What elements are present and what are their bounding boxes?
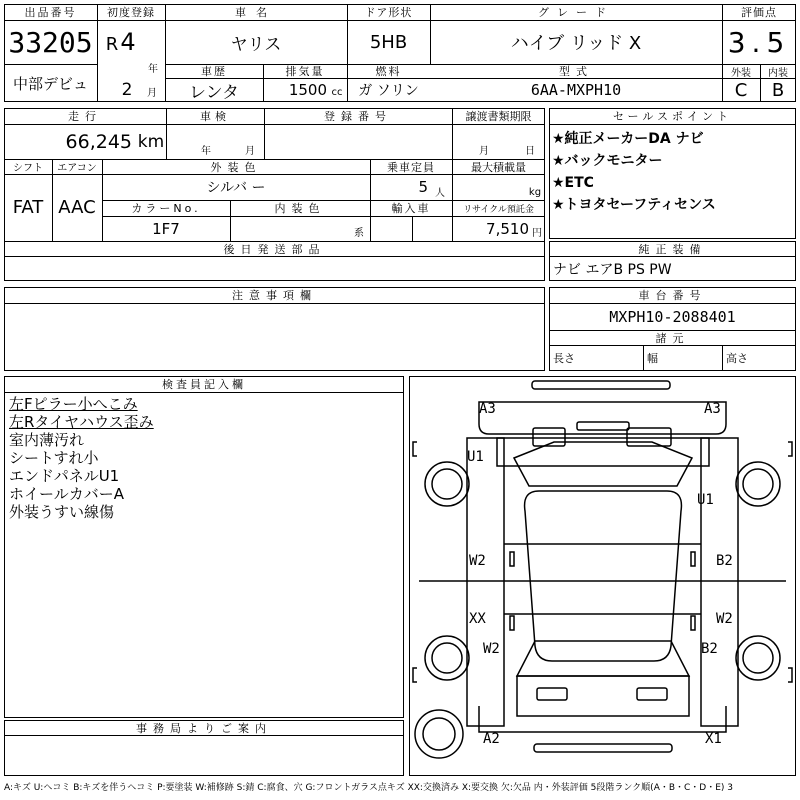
recycle-amount: 7,510 bbox=[486, 219, 529, 238]
office-title: 事務局よりご案内 bbox=[136, 721, 272, 735]
capacity-unit: 人 bbox=[435, 187, 445, 199]
month-unit: 月 bbox=[147, 87, 157, 99]
transfer-day-unit: 日 bbox=[525, 145, 535, 157]
door-type: 5HB bbox=[369, 31, 408, 53]
inspector-title: 検査員記入欄 bbox=[162, 378, 246, 391]
capacity-label: 乗車定員 bbox=[387, 160, 435, 174]
ext-grade: C bbox=[734, 79, 748, 101]
recycle-label: リサイクル預託金 bbox=[463, 204, 534, 215]
ac: AAC bbox=[58, 197, 96, 218]
grade: ハイブ リッド X bbox=[510, 33, 642, 54]
inspector-line: シートすれ小 bbox=[9, 449, 99, 467]
inspector-line: 外装うすい線傷 bbox=[9, 503, 115, 521]
int-label: 内装 bbox=[768, 67, 788, 78]
insp-year-unit: 年 bbox=[201, 145, 211, 157]
load-unit: kg bbox=[528, 186, 542, 198]
sales-point: ★トヨタセーフティセンス bbox=[552, 197, 716, 213]
history: レンタ bbox=[189, 82, 239, 102]
mileage-unit: km bbox=[137, 131, 165, 152]
sales-point: ★純正メーカーDA ナビ bbox=[552, 131, 704, 147]
equipment-value: ナビ エアB PS PW bbox=[553, 262, 672, 278]
color: シルバ ー bbox=[206, 180, 266, 196]
mark-u1-left: U1 bbox=[467, 449, 484, 465]
color-no-label: カラーNo. bbox=[131, 202, 201, 215]
load-label: 最大積載量 bbox=[471, 160, 526, 174]
model: 6AA-MXPH10 bbox=[530, 81, 622, 99]
inspector-line: 左Rタイヤハウス歪み bbox=[9, 413, 154, 431]
footer-legend: A:キズ U:ヘコミ B:キズを伴うヘコミ P:要塗装 W:補修跡 S:錆 C:腐食、穴 G:フロントガラス点キズ XX:交換済み X:要交換 欠:欠品 内・外装評価 5段階ランク順(A・B・C・D・E) 3 bbox=[4, 783, 734, 793]
car-name: ヤリス bbox=[230, 34, 282, 55]
shift-label: シフト bbox=[13, 163, 43, 174]
sales-point: ★バックモニター bbox=[552, 153, 663, 169]
transfer-month-unit: 月 bbox=[479, 145, 489, 157]
mark-xx-left: XX bbox=[469, 611, 486, 627]
score: 3.5 bbox=[727, 25, 791, 59]
later-parts-label: 後日発送部品 bbox=[223, 242, 326, 256]
fuel-label: 燃料 bbox=[375, 65, 402, 78]
lot-number: 33205 bbox=[8, 25, 93, 59]
int-color-label: 内装色 bbox=[274, 202, 326, 215]
transfer-label: 譲渡書類期限 bbox=[465, 110, 532, 123]
displacement-unit: cc bbox=[331, 86, 343, 98]
width-label: 幅 bbox=[647, 352, 658, 365]
reg-month: 2 bbox=[121, 80, 133, 100]
mark-u1-right: U1 bbox=[697, 492, 714, 508]
mark-b2-right-low: B2 bbox=[701, 641, 718, 657]
first-reg-label: 初度登録 bbox=[107, 6, 155, 19]
inspector-line: 左Fピラー小へこみ bbox=[9, 395, 138, 413]
mark-w2-right-low: W2 bbox=[716, 611, 733, 627]
mark-a2-bottom: A2 bbox=[483, 731, 500, 747]
history-label: 車歴 bbox=[201, 65, 227, 78]
score-label: 評価点 bbox=[741, 6, 777, 19]
inspector-lines bbox=[9, 395, 399, 521]
car-name-label: 車名 bbox=[235, 6, 277, 19]
dims-title: 諸元 bbox=[655, 331, 690, 345]
ext-label: 外装 bbox=[731, 67, 751, 78]
int-color-unit: 系 bbox=[354, 227, 364, 239]
mark-w2-left-mid: W2 bbox=[469, 553, 486, 569]
mark-a3-left: A3 bbox=[479, 401, 496, 417]
mark-a3-right: A3 bbox=[704, 401, 721, 417]
import-label: 輸入車 bbox=[391, 202, 431, 215]
mark-b2-right-mid: B2 bbox=[716, 553, 733, 569]
model-label: 型式 bbox=[559, 65, 593, 78]
chassis-number: MXPH10-2088401 bbox=[609, 307, 736, 326]
displacement: 1500 bbox=[288, 81, 327, 99]
reg-year: 4 bbox=[120, 28, 136, 56]
mark-w2-left-low: W2 bbox=[483, 641, 500, 657]
shift: FAT bbox=[12, 197, 44, 218]
color-no: 1F7 bbox=[152, 219, 180, 238]
door-label: ドア形状 bbox=[364, 6, 413, 19]
length-label: 長さ bbox=[553, 352, 575, 365]
int-grade: B bbox=[771, 79, 785, 101]
mileage: 66,245 bbox=[65, 130, 132, 153]
ac-label: エアコン bbox=[57, 163, 97, 174]
regnum-label: 登録番号 bbox=[324, 110, 392, 123]
lot-label: 出品番号 bbox=[24, 6, 77, 19]
capacity: 5 bbox=[418, 178, 428, 196]
color-label: 外装色 bbox=[210, 160, 262, 174]
displacement-label: 排気量 bbox=[285, 65, 325, 78]
mark-x1-bottom: X1 bbox=[705, 731, 722, 747]
equipment-title: 純正装備 bbox=[638, 242, 707, 256]
inspector-line: ホイールカバーA bbox=[9, 485, 124, 503]
chassis-title: 車台番号 bbox=[638, 289, 707, 302]
notes-title: 注意事項欄 bbox=[232, 289, 317, 302]
year-unit: 年 bbox=[148, 63, 158, 75]
sales-point: ★ETC bbox=[552, 175, 594, 191]
height-label: 高さ bbox=[726, 352, 748, 365]
sales-title: セールスポイント bbox=[612, 110, 732, 123]
recycle-unit: 円 bbox=[532, 227, 542, 239]
sales-points-list bbox=[552, 128, 792, 216]
grade-label: グレード bbox=[538, 6, 614, 19]
fuel: ガ ソリン bbox=[358, 83, 419, 99]
era: R bbox=[105, 33, 119, 55]
inspector-line: エンドパネルU1 bbox=[9, 467, 120, 485]
inspection-label: 車検 bbox=[200, 110, 230, 123]
inspector-line: 室内薄汚れ bbox=[9, 431, 85, 449]
car-diagram bbox=[409, 376, 796, 776]
venue: 中部デビュ bbox=[12, 74, 88, 93]
mileage-label: 走行 bbox=[68, 110, 102, 123]
insp-month-unit: 月 bbox=[245, 145, 255, 157]
